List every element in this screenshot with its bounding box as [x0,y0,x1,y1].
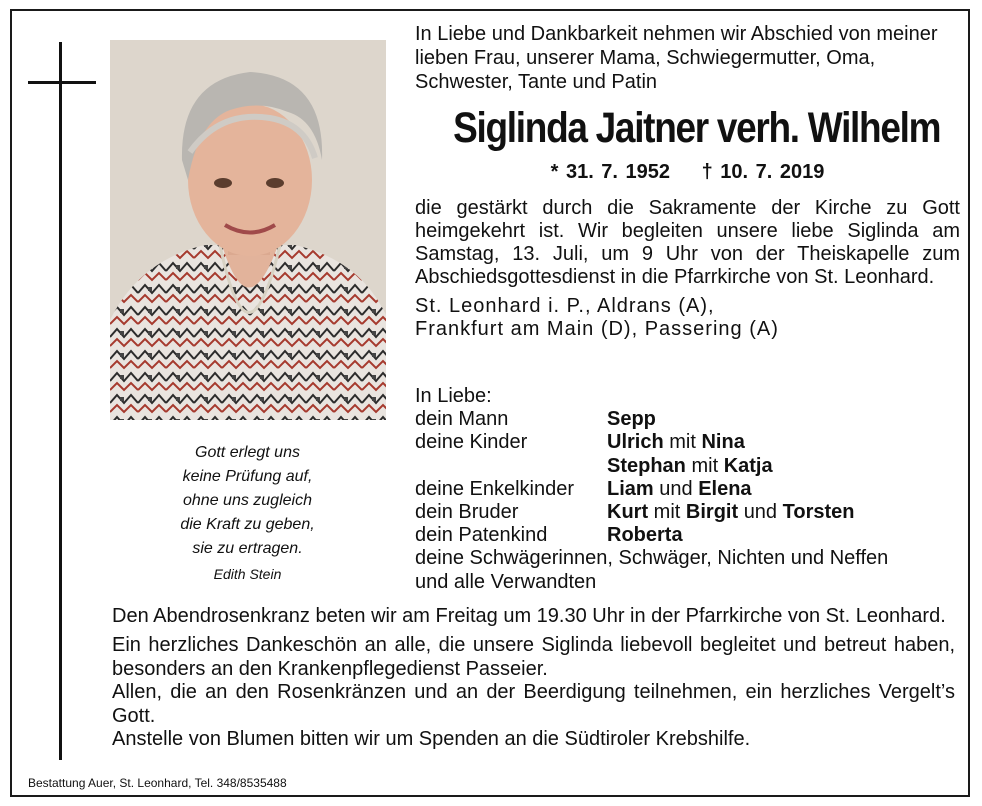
family-row [415,524,965,547]
conjunction: mit [691,454,719,477]
portrait-photo [110,40,386,420]
relative-name: Katja [723,454,773,477]
life-dates [415,159,960,185]
relation-label: dein Bruder [415,501,519,524]
bible-quote [130,441,365,561]
quote-line: die Kraft zu geben, [180,516,315,533]
birth-date: * 31. 7. 1952 [550,161,671,183]
vergelts-gott-text: Allen, die an den Rosenkränzen und an der Beerdigung teilnehmen, ein herzliches Vergelt’s Gott. [112,681,955,727]
family-row [415,431,965,454]
relative-name: Ulrich [607,431,664,454]
family-row [415,478,965,501]
quote-line: Gott erlegt uns [195,444,300,461]
relative-name: Roberta [607,524,683,547]
relative-name: Elena [698,477,752,500]
places [415,295,960,341]
rosary-info: Den Abendrosenkranz beten wir am Freitag um 19.30 Uhr in der Pfarrkirche von St. Leonhard. [112,605,946,627]
family-list [415,385,965,594]
deceased-name: Siglinda Jaitner verh. Wilhelm [453,104,941,152]
relative-name: Stephan [607,454,686,477]
family-row [415,408,965,431]
funeral-details: die gestärkt durch die Sakramente der Kirche zu Gott heimgekehrt ist. Wir begleiten unsere liebe Siglinda am Samstag, 13. Juli, um 9 Uhr von der Theiskapelle zum Abschiedsgottesdienst in die Pfarrkirche von St. Leonhard. [415,197,960,288]
relation-label: dein Patenkind [415,524,548,547]
cross-horizontal-bar [28,81,96,84]
family-row [415,455,965,478]
closing-text [112,605,955,751]
relative-name: Nina [701,431,745,454]
relation-label: dein Mann [415,408,509,431]
conjunction: mit [669,431,696,454]
funeral-home-credit: Bestattung Auer, St. Leonhard, Tel. 348/8535488 [28,776,287,790]
family-heading: In Liebe: [415,385,492,407]
conjunction: und [659,477,693,500]
relative-name: Kurt [607,501,649,524]
relative-name: Birgit [685,501,739,524]
conjunction: und [743,501,778,524]
relation-label: deine Kinder [415,431,528,454]
quote-author: Edith Stein [213,566,282,582]
quote-line: sie zu ertragen. [192,540,303,557]
donation-request: Anstelle von Blumen bitten wir um Spenden an die Südtiroler Krebshilfe. [112,728,751,751]
places-line: St. Leonhard i. P., Aldrans (A), [415,295,715,317]
death-date: † 10. 7. 2019 [701,161,825,183]
quote-line: keine Prüfung auf, [182,468,313,485]
quote-line: ohne uns zugleich [183,492,312,509]
thanks-text: Ein herzliches Dankeschön an alle, die unsere Siglinda liebevoll begleitet und betreut haben, besonders an den Krankenpflegedienst Passeier. [112,634,955,680]
relative-name: Liam [607,477,654,500]
portrait-illustration [110,40,386,420]
other-relatives: deine Schwägerinnen, Schwäger, Nichten und Neffen [415,547,889,570]
cross-vertical-bar [59,42,62,760]
relative-name: Sepp [607,408,656,431]
relative-name: Torsten [782,501,855,524]
family-row [415,501,965,524]
notice-body [415,197,960,341]
all-relatives: und alle Verwandten [415,570,597,593]
places-line: Frankfurt am Main (D), Passering (A) [415,318,779,340]
relation-label: deine Enkelkinder [415,477,574,500]
conjunction: mit [653,501,681,524]
intro-text: In Liebe und Dankbarkeit nehmen wir Abschied von meiner lieben Frau, unserer Mama, Schwiegermutter, Oma, Schwester, Tante und Patin [415,23,938,93]
